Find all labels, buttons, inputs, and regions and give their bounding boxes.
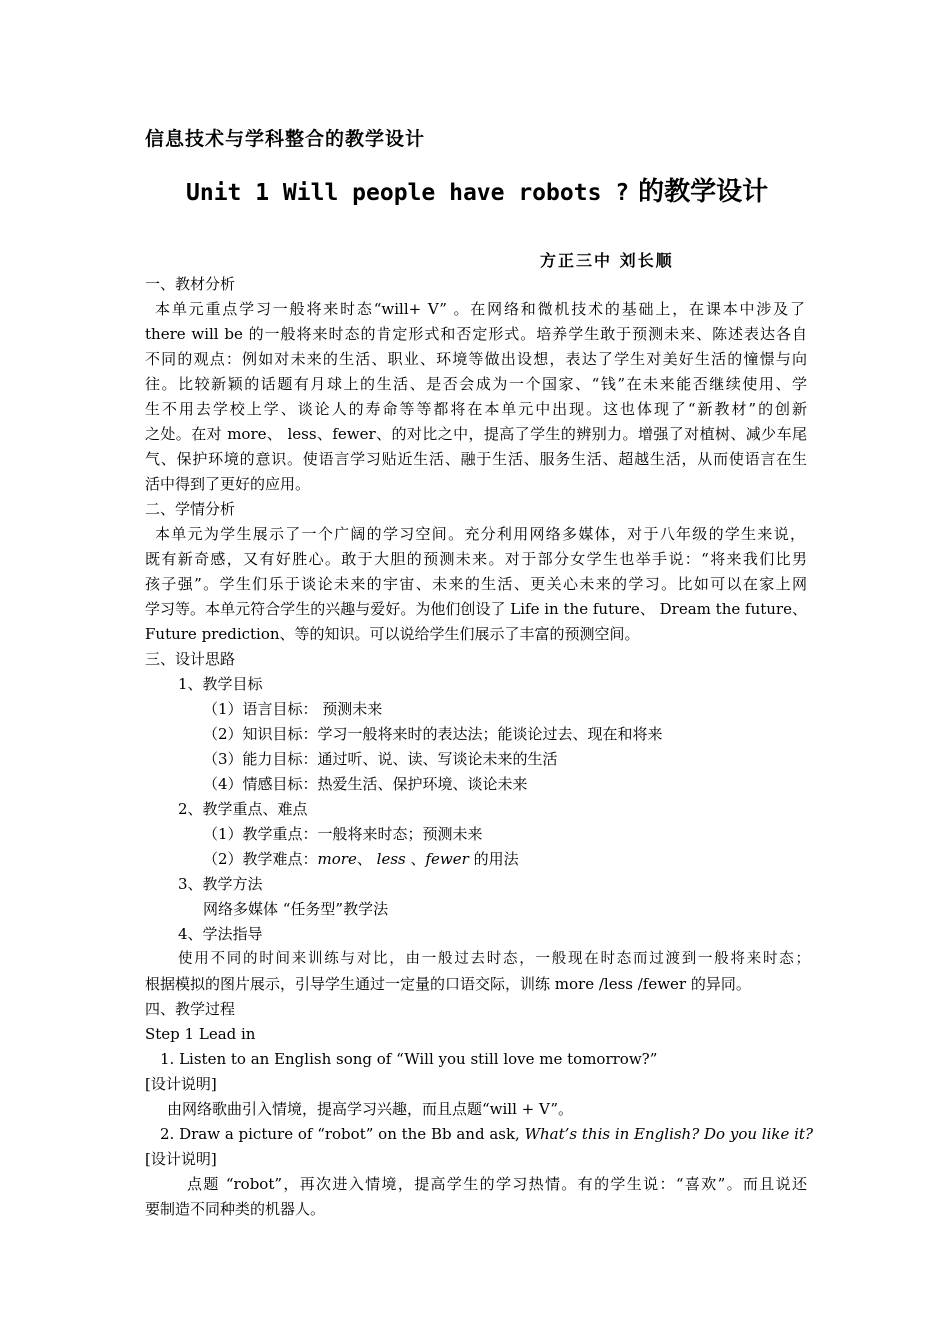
study-guide-line: 根据模拟的图片展示，引导学生通过一定量的口语交际，训练 more /less /fewer 的异同。	[145, 975, 751, 993]
step-1-item: 2. Draw a picture of “robot” on the Bb and ask, What’s this in English? Do you like it?	[160, 1125, 813, 1143]
section-2-heading: 二、学情分析	[145, 500, 236, 518]
subsection-teaching-goals: 1、教学目标	[178, 675, 263, 693]
s1-line: 气、保护环境的意识。使语言学习贴近生活、融于生活、服务生活、超越生活，从而使语言在生	[145, 450, 807, 468]
subsection-teaching-method: 3、教学方法	[178, 875, 263, 893]
s1-line: 本单元重点学习一般将来时态“will+ V” 。在网络和微机技术的基础上，在课本中涉及了	[155, 300, 805, 318]
key-point-item: （1）教学重点：一般将来时态；预测未来	[203, 825, 483, 843]
s1-line: 活中得到了更好的应用。	[145, 475, 311, 493]
main-title	[186, 177, 769, 207]
subsection-key-points: 2、教学重点、难点	[178, 800, 308, 818]
section-1-heading: 一、教材分析	[145, 275, 236, 293]
s2-line: Future prediction、等的知识。可以说给学生们展示了丰富的预测空间。	[145, 625, 640, 643]
design-note-text: 要制造不同种类的机器人。	[145, 1200, 326, 1218]
s1-line: 之处。在对 more、 less、fewer、的对比之中，提高了学生的辨别力。增强了对植树、减少车尾	[145, 425, 807, 443]
step-1-item: 1. Listen to an English song of “Will you still love me tomorrow?”	[160, 1050, 658, 1068]
s1-line: there will be 的一般将来时态的肯定形式和否定形式。培养学生敢于预测未来、陈述表达各自	[145, 325, 807, 343]
section-3-heading: 三、设计思路	[145, 650, 236, 668]
s2-line: 孩子强”。学生们乐于谈论未来的宇宙、未来的生活、更关心未来的学习。比如可以在家上网	[145, 575, 807, 593]
design-note-text: 点题 “robot”，再次进入情境，提高学生的学习热情。有的学生说：“喜欢”。而且说还	[187, 1175, 807, 1193]
subsection-study-guide: 4、学法指导	[178, 925, 263, 943]
goal-item: （1）语言目标： 预测未来	[203, 700, 383, 718]
s1-line: 生不用去学校上学、谈论人的寿命等等都将在本单元中出现。这也体现了“新教材”的创新	[145, 400, 807, 418]
author: 方正三中 刘长顺	[540, 251, 674, 270]
goal-item: （4）情感目标：热爱生活、保护环境、谈论未来	[203, 775, 528, 793]
main-title-cn: 的教学设计	[629, 177, 769, 207]
teaching-method-text: 网络多媒体 “任务型”教学法	[203, 900, 389, 918]
design-note-label: [设计说明]	[145, 1075, 217, 1093]
section-4-heading: 四、教学过程	[145, 1000, 236, 1018]
study-guide-line: 使用不同的时间来训练与对比，由一般过去时态，一般现在时态而过渡到一般将来时态；	[178, 951, 810, 967]
s2-line: 本单元为学生展示了一个广阔的学习空间。充分利用网络多媒体，对于八年级的学生来说，	[155, 525, 805, 543]
step-1-heading: Step 1 Lead in	[145, 1025, 256, 1043]
goal-item: （3）能力目标：通过听、说、读、写谈论未来的生活	[203, 750, 558, 768]
design-note-label: [设计说明]	[145, 1150, 217, 1168]
s1-line: 不同的观点：例如对未来的生活、职业、环境等做出设想，表达了学生对美好生活的憧憬与向	[145, 350, 807, 368]
s2-line: 既有新奇感，又有好胜心。敢于大胆的预测未来。对于部分女学生也举手说：“将来我们比男	[145, 550, 807, 568]
s2-line: 学习等。本单元符合学生的兴趣与爱好。为他们创设了 Life in the future、 Dream the future、	[145, 600, 807, 618]
series-title: 信息技术与学科整合的教学设计	[145, 128, 426, 150]
s1-line: 往。比较新颖的话题有月球上的生活、是否会成为一个国家、“钱”在未来能否继续使用、学	[145, 375, 807, 393]
difficulty-item: （2）教学难点：more、 less 、fewer 的用法	[203, 850, 519, 868]
goal-item: （2）知识目标：学习一般将来时的表达法；能谈论过去、现在和将来	[203, 725, 663, 743]
design-note-text: 由网络歌曲引入情境，提高学习兴趣，而且点题“will + V”。	[167, 1100, 574, 1118]
main-title-en: Unit 1 Will people have robots ?	[186, 180, 630, 206]
